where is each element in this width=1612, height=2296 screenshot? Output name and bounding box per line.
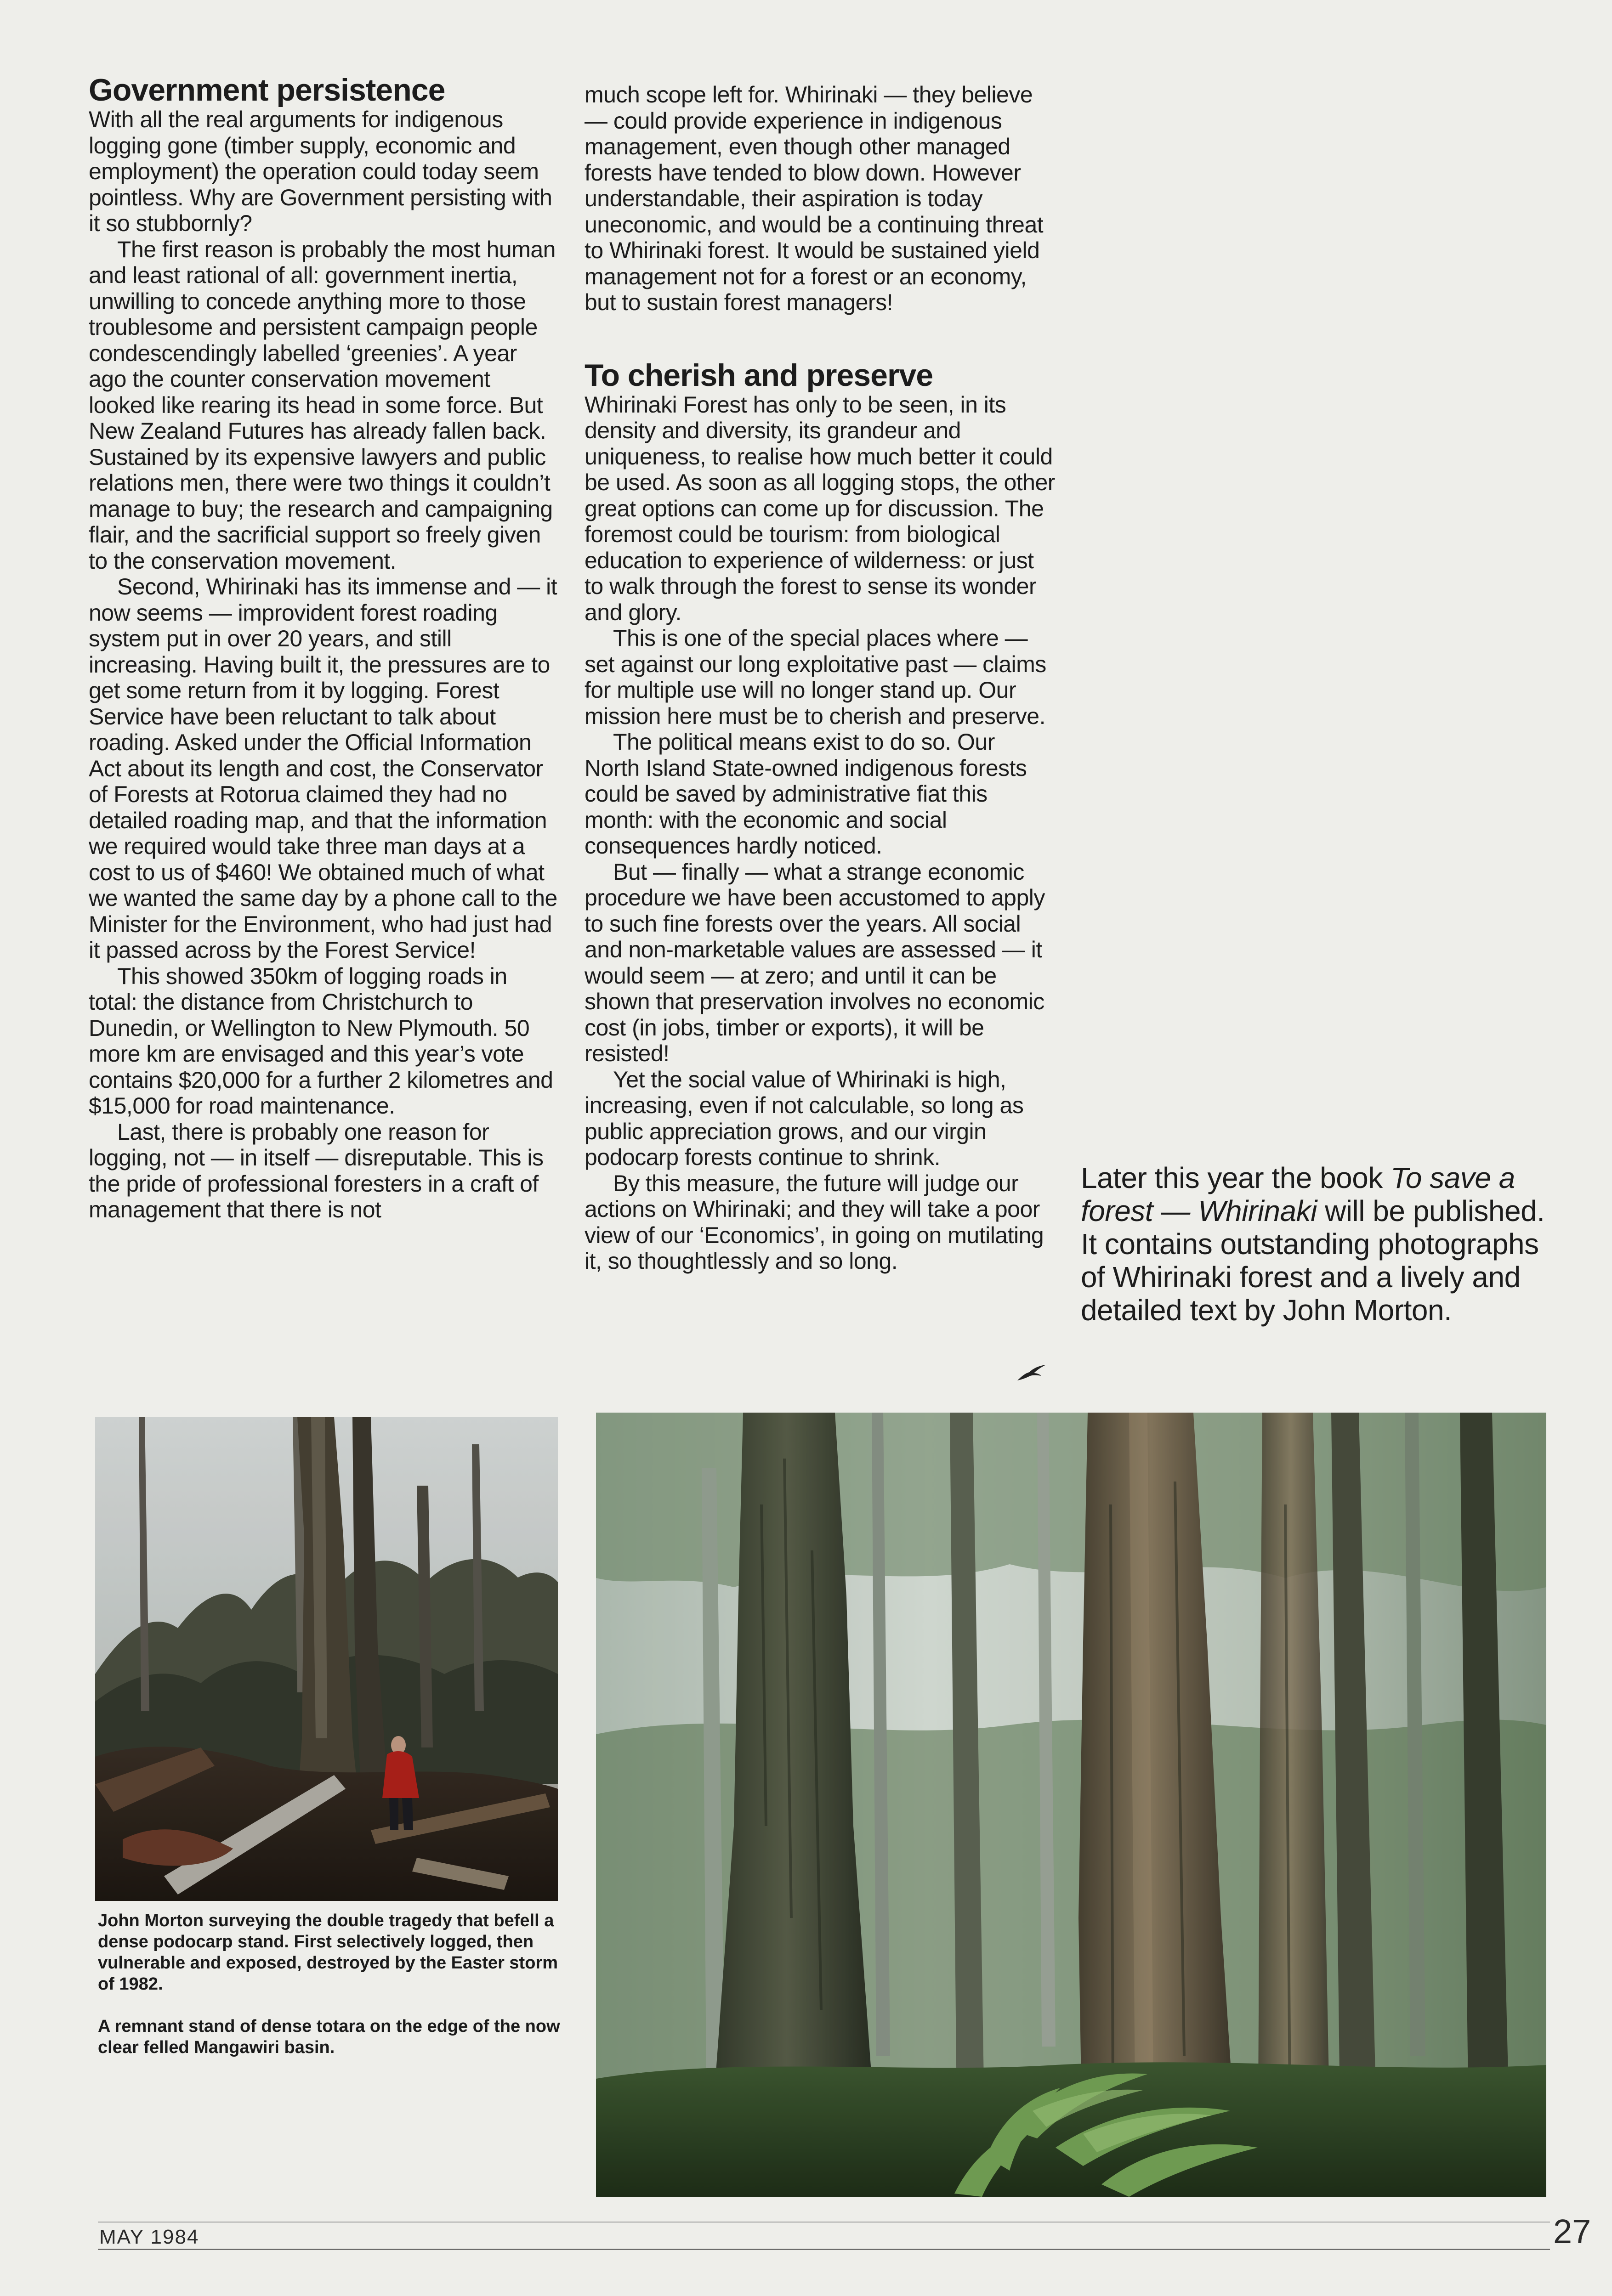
paragraph: Last, there is probably one reason for logging, not — in itself — disreputable. This is the pride of professional foresters in a craft of management that there is not (89, 1119, 544, 1222)
paragraph: Second, Whirinaki has its immense and — it now seems — improvident forest roading system put in over 20 years, and still increasing. Having built it, the pressures are to get some return from it by logging. Forest Service have been reluctant to talk about roading. Asked under the Official Information Act about its length and cost, the Conservator of Forests at Rotorua claimed they had no detailed roading map, and that the information we required would take three man days at a cost to us of $460! We obtained much of what we wanted the same day by a phone call to the Minister for the Environment, who had just had it passed across by the Forest Service! (89, 574, 557, 963)
paragraph: Whirinaki Forest has only to be seen, in its density and diversity, its grandeur and uniqueness, to realise how much better it could be used. As soon as all logging stops, the other great options can come up for discussion. The foremost could be tourism: from biological education to experience of wilderness: or just to walk through the forest to sense its wonder and glory. (585, 391, 1055, 625)
article-column-2 (585, 82, 1056, 1274)
paragraph: The first reason is probably the most human and least rational of all: government inertia, unwilling to concede anything more to those troublesome and persistent campaign people condescendingly labelled ‘greenies’. A year ago the counter conservation movement looked like rearing its head in some force. But New Zealand Futures has already fallen back. Sustained by its expensive lawyers and public relations men, there were two things it couldn’t manage to buy; the research and campaigning flair, and the sacrificial support so freely given to the conservation movement. (89, 236, 556, 574)
bird-icon (1016, 1362, 1048, 1383)
paragraph: Yet the social value of Whirinaki is high, increasing, even if not calculable, so long as public appreciation grows, and our virgin podocarp forests continue to shrink. (585, 1066, 1024, 1170)
paragraph: This is one of the special places where — set against our long exploitative past — claims for multiple use will no longer stand up. Our mission here must be to cherish and preserve. (585, 625, 1046, 729)
paragraph: But — finally — what a strange economic procedure we have been accustomed to apply to such fine forests over the years. All social and non-marketable values are assessed — it would seem — at zero; and until it can be shown that preservation involves no economic cost (in jobs, timber or exports), it will be resisted! (585, 859, 1045, 1066)
article-column-1 (89, 74, 560, 1223)
promo-text-after: will be published. It contains outstanding photographs of Whirinaki forest and a lively and detailed text by John Morton. (1081, 1194, 1545, 1327)
footer-date: MAY 1984 (99, 2226, 199, 2248)
paragraph-continued: much scope left for. Whirinaki — they believe — could provide experience in indigenous management, even though other managed forests have tended to blow down. However understandable, their aspiration is today uneconomic, and would be a continuing threat to Whirinaki forest. It would be sustained yield management not for a forest or an economy, but to sustain forest managers! (585, 82, 1044, 315)
paragraph: By this measure, the future will judge our actions on Whirinaki; and they will take a poor view of our ‘Economics’, in going on mutilating it, so thoughtlessly and so long. (585, 1170, 1044, 1274)
promo-text-before: Later this year the book (1081, 1161, 1391, 1194)
photo-captions (98, 1910, 562, 2079)
page-number: 27 (1553, 2212, 1591, 2251)
section-heading-to-cherish-and-preserve: To cherish and preserve (585, 357, 933, 393)
photo-storm-damaged-stand (95, 1417, 558, 1901)
paragraph: With all the real arguments for indigenous logging gone (timber supply, economic and employment) the operation could today seem pointless. Why are Government persisting with it so stubbornly? (89, 107, 552, 236)
book-title: To save a forest — Whirinaki (1081, 1161, 1515, 1227)
book-promo (1081, 1161, 1550, 1327)
section-heading-government-persistence: Government persistence (89, 73, 445, 107)
paragraph: This showed 350km of logging roads in total: the distance from Christchurch to Dunedin, or Wellington to New Plymouth. 50 more km are envisaged and this year’s vote contains $20,000 for a further 2 kilometres and $15,000 for road maintenance. (89, 963, 553, 1119)
caption-totara-stand: A remnant stand of dense totara on the edge of the now clear felled Mangawiri basin. (98, 2017, 560, 2057)
photo-totara-stand (596, 1413, 1546, 2197)
caption-storm-damaged-stand: John Morton surveying the double tragedy that befell a dense podocarp stand. First selectively logged, then vulnerable and exposed, destroyed by the Easter storm of 1982. (98, 1911, 558, 1994)
paragraph: The political means exist to do so. Our North Island State-owned indigenous forests could be saved by administrative fiat this month: with the economic and social consequences hardly noticed. (585, 729, 1027, 859)
footer-rule (98, 2249, 1550, 2250)
